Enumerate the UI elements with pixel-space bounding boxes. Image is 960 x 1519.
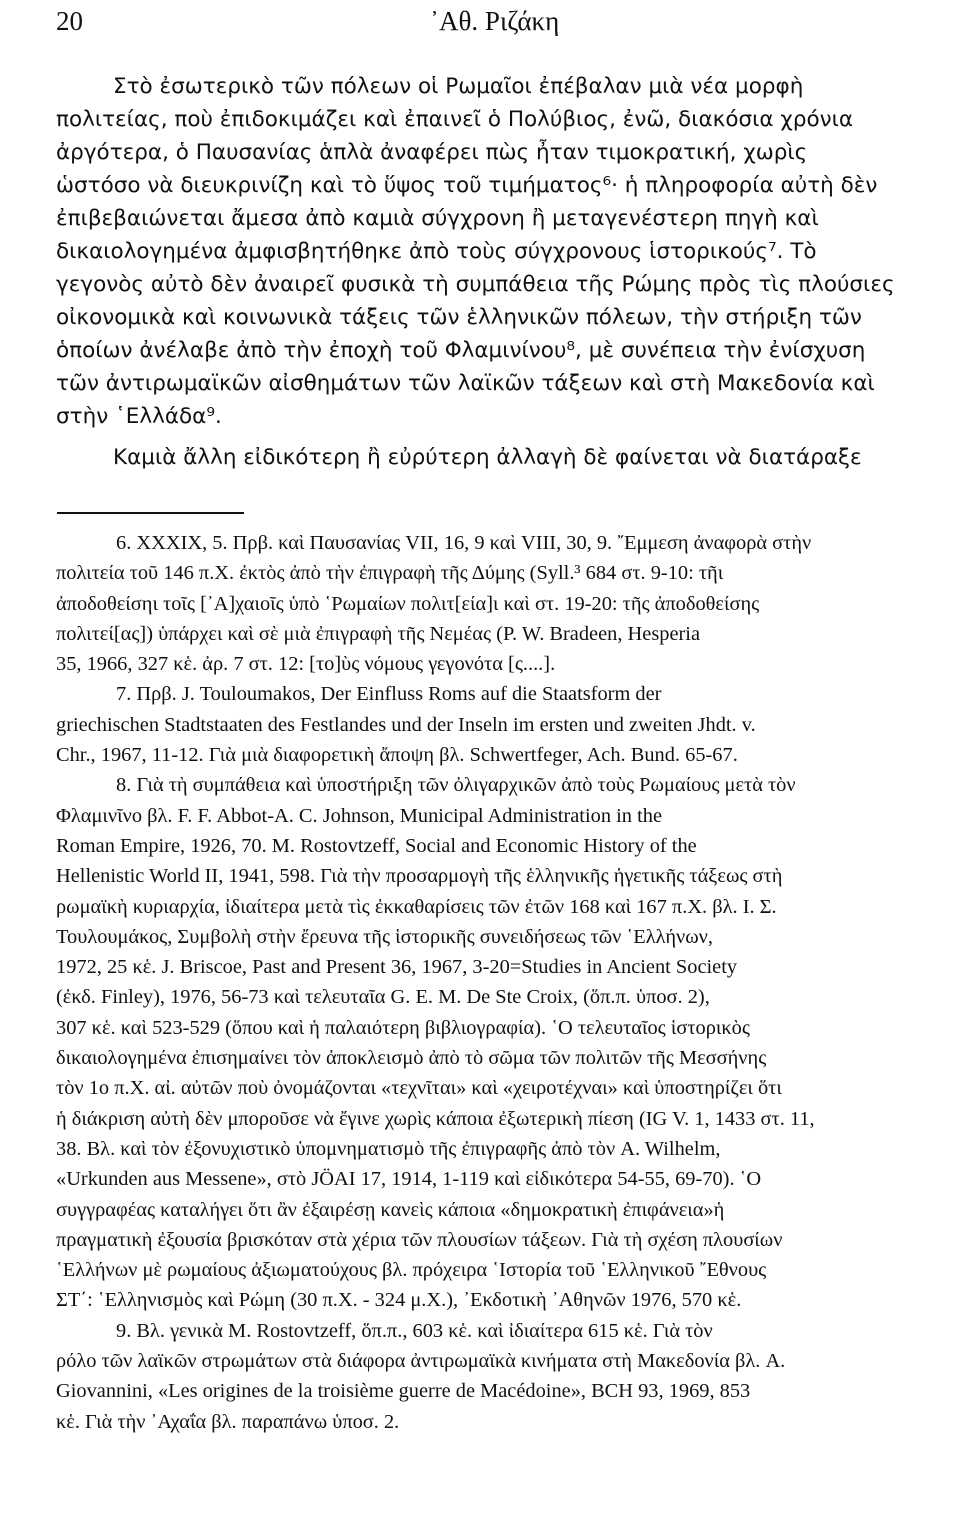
footnote-line: 6. XXXIX, 5. Πρβ. καὶ Παυσανίας VII, 16, 9 καὶ VIII, 30, 9. ῎Εμμεση ἀναφορὰ στὴν: [116, 532, 812, 554]
footnote-line: 1972, 25 κἑ. J. Briscoe, Past and Present 36, 1967, 3-20=Studies in Ancient Society: [56, 956, 738, 979]
body-line: στὴν ῾Ελλάδα⁹.: [56, 404, 222, 429]
footnote-line: πραγματικὴ ἐξουσία βρισκόταν στὰ χέρια τῶν πλουσίων τάξεων. Γιὰ τὴ σχέση πλουσίων: [56, 1228, 783, 1251]
body-line: τῶν ἀντιρωμαϊκῶν αἰσθημάτων τῶν λαϊκῶν τάξεων καὶ στὴ Μακεδονία καὶ: [56, 371, 875, 396]
body-line: οἰκονομικὰ καὶ κοινωνικὰ τάξεις τῶν ἑλληνικῶν πόλεων, τὴν στήριξη τῶν: [56, 305, 862, 330]
footnote-line: συγγραφέας καταλήγει ὅτι ἂν ἐξαιρέσῃ κανεὶς κάποια «δημοκρατικὴ ἐπιφάνεια»ἡ: [56, 1198, 725, 1221]
body-line: ὡστόσο νὰ διευκρινίζη καὶ τὸ ὕψος τοῦ τιμήματος⁶· ἡ πληροφορία αὐτὴ δὲν: [56, 173, 878, 198]
footnote-line: πολιτεία τοῦ 146 π.Χ. ἐκτὸς ἀπὸ τὴν ἐπιγραφὴ τῆς Δύμης (Syll.³ 684 στ. 9-10: τῆι: [56, 562, 724, 585]
page-number: 20: [56, 6, 83, 36]
body-line: δικαιολογημένα ἀμφισβητήθηκε ἀπὸ τοὺς σύγχρονους ἱστορικούς⁷. Τὸ: [56, 239, 817, 264]
body-line: γεγονὸς αὐτὸ δὲν ἀναιρεῖ φυσικὰ τὴ συμπάθεια τῆς Ρώμης πρὸς τὶς πλούσιες: [56, 272, 895, 297]
footnote-line: ρωμαϊκὴ κυριαρχία, ἰδιαίτερα μετὰ τὶς ἐκκαθαρίσεις τῶν ἐτῶν 168 καὶ 167 π.Χ. βλ. Ι. Σ.: [56, 895, 777, 918]
footnote-line: 8. Γιὰ τὴ συμπάθεια καὶ ὑποστήριξη τῶν ὀλιγαρχικῶν ἀπὸ τοὺς Ρωμαίους μετὰ τὸν: [116, 774, 796, 797]
body-line: ὁποίων ἀνέλαβε ἀπὸ τὴν ἐποχὴ τοῦ Φλαμινίνου⁸, μὲ συνέπεια τὴν ἐνίσχυση: [56, 338, 866, 363]
footnote-line: δικαιολογημένα ἐπισημαίνει τὸν ἀποκλεισμὸ ἀπὸ τὸ σῶμα τῶν πολιτῶν τῆς Μεσσήνης: [56, 1047, 767, 1070]
footnote-line: τὸν 1ο π.Χ. αἰ. αὐτῶν ποὺ ὀνομάζονται «τεχνῖται» καὶ «χειροτέχναι» καὶ ὑποστηρίζει ὅτι: [56, 1077, 782, 1100]
body-line: πολιτείας, ποὺ ἐπιδοκιμάζει καὶ ἐπαινεῖ ὁ Πολύβιος, ἐνῶ, διακόσια χρόνια: [56, 107, 854, 132]
footnote-line: 7. Πρβ. J. Touloumakos, Der Einfluss Roms auf die Staatsform der: [116, 683, 662, 706]
footnote-line: Giovannini, «Les origines de la troisième guerre de Macédoine», BCH 93, 1969, 853: [56, 1380, 751, 1403]
footnote-line: Hellenistic World II, 1941, 598. Γιὰ τὴν προσαρμογὴ τῆς ἑλληνικῆς ἡγετικῆς τάξεως στὴ: [56, 865, 783, 888]
footnote-line: Τουλουμάκος, Συμβολὴ στὴν ἔρευνα τῆς ἱστορικῆς συνειδήσεως τῶν ῾Ελλήνων,: [56, 925, 713, 948]
footnote-line: Chr., 1967, 11-12. Γιὰ μιὰ διαφορετικὴ ἄποψη βλ. Schwertfeger, Ach. Bund. 65-67.: [56, 744, 738, 767]
footnote-line: ἡ διάκριση αὐτὴ δὲν μποροῦσε νὰ ἔγινε χωρὶς κάποια ἐξωτερικὴ πίεση (IG V. 1, 1433 στ. 11,: [56, 1107, 815, 1130]
footnote-line: 35, 1966, 327 κἑ. ἀρ. 7 στ. 12: [το]ὺς νόμους γεγονότα [ς....].: [56, 653, 556, 676]
body-line: Στὸ ἐσωτερικὸ τῶν πόλεων οἱ Ρωμαῖοι ἐπέβαλαν μιὰ νέα μορφὴ: [113, 74, 804, 99]
footnote-line: ἀποδοθείσηι τοῖς [᾿Α]χαιοῖς ὑπὸ ῾Ρωμαίων πολιτ[εία]ι καὶ στ. 19-20: τῆς ἀποδοθείσης: [56, 592, 760, 615]
body-line: ἀργότερα, ὁ Παυσανίας ἁπλὰ ἀναφέρει πὼς ἦταν τιμοκρατική, χωρὶς: [56, 140, 808, 165]
footnote-line: 307 κἑ. καὶ 523-529 (ὅπου καὶ ἡ παλαιότερη βιβλιογραφία). ῾Ο τελευταῖος ἱστορικὸς: [56, 1016, 750, 1039]
footnote-line: πολιτεί[ας]) ὑπάρχει καὶ σὲ μιὰ ἐπιγραφὴ τῆς Νεμέας (P. W. Bradeen, Hesperia: [56, 622, 701, 645]
footnote-line: griechischen Stadtstaaten des Festlandes und der Inseln im ersten und zweiten Jhdt. v.: [56, 713, 756, 736]
footnote-line: ρόλο τῶν λαϊκῶν στρωμάτων στὰ διάφορα ἀντιρωμαϊκὰ κινήματα στὴ Μακεδονία βλ. A.: [56, 1350, 786, 1373]
footnotes: [56, 528, 956, 1437]
footnote-line: 38. Βλ. καὶ τὸν ἐξονυχιστικὸ ὑπομνηματισμὸ τῆς ἐπιγραφῆς ἀπὸ τὸν A. Wilhelm,: [56, 1137, 721, 1160]
footnote-line: ῾Ελλήνων μὲ ρωμαίους ἀξιωματούχους βλ. πρόχειρα ῾Ιστορία τοῦ ῾Ελληνικοῦ ῎Εθνους: [56, 1259, 767, 1282]
body-line: Καμιὰ ἄλλη εἰδικότερη ἢ εὐρύτερη ἀλλαγὴ δὲ φαίνεται νὰ διατάραξε: [113, 445, 862, 470]
running-title: ᾿Αθ. Ριζάκη: [430, 6, 560, 36]
footnote-line: Φλαμινῖνο βλ. F. F. Abbot-A. C. Johnson, Municipal Administration in the: [56, 804, 662, 827]
footnote-line: κἑ. Γιὰ τὴν ᾿Αχαΐα βλ. παραπάνω ὑποσ. 2.: [56, 1410, 400, 1433]
footnote-line: (ἐκδ. Finley), 1976, 56-73 καὶ τελευταῖα G. E. M. De Ste Croix, (ὅπ.π. ὑποσ. 2),: [56, 986, 710, 1009]
footnote-line: Roman Empire, 1926, 70. M. Rostovtzeff, Social and Economic History of the: [56, 834, 697, 857]
main-text: [56, 70, 956, 474]
footnote-separator: [57, 512, 244, 514]
footnote-line: «Urkunden aus Messene», στὸ JÖAI 17, 1914, 1-119 καὶ εἰδικότερα 54-55, 69-70). ῾Ο: [56, 1168, 762, 1191]
body-line: ἐπιβεβαιώνεται ἄμεσα ἀπὸ καμιὰ σύγχρονη ἢ μεταγενέστερη πηγὴ καὶ: [56, 206, 819, 231]
footnote-line: 9. Βλ. γενικὰ M. Rostovtzeff, ὅπ.π., 603 κἑ. καὶ ἰδιαίτερα 615 κἑ. Γιὰ τὸν: [116, 1319, 713, 1342]
footnote-line: ΣΤ΄: ῾Ελληνισμὸς καὶ Ρώμη (30 π.Χ. - 324 μ.Χ.), ᾿Εκδοτικὴ ᾿Αθηνῶν 1976, 570 κἑ.: [56, 1289, 742, 1312]
